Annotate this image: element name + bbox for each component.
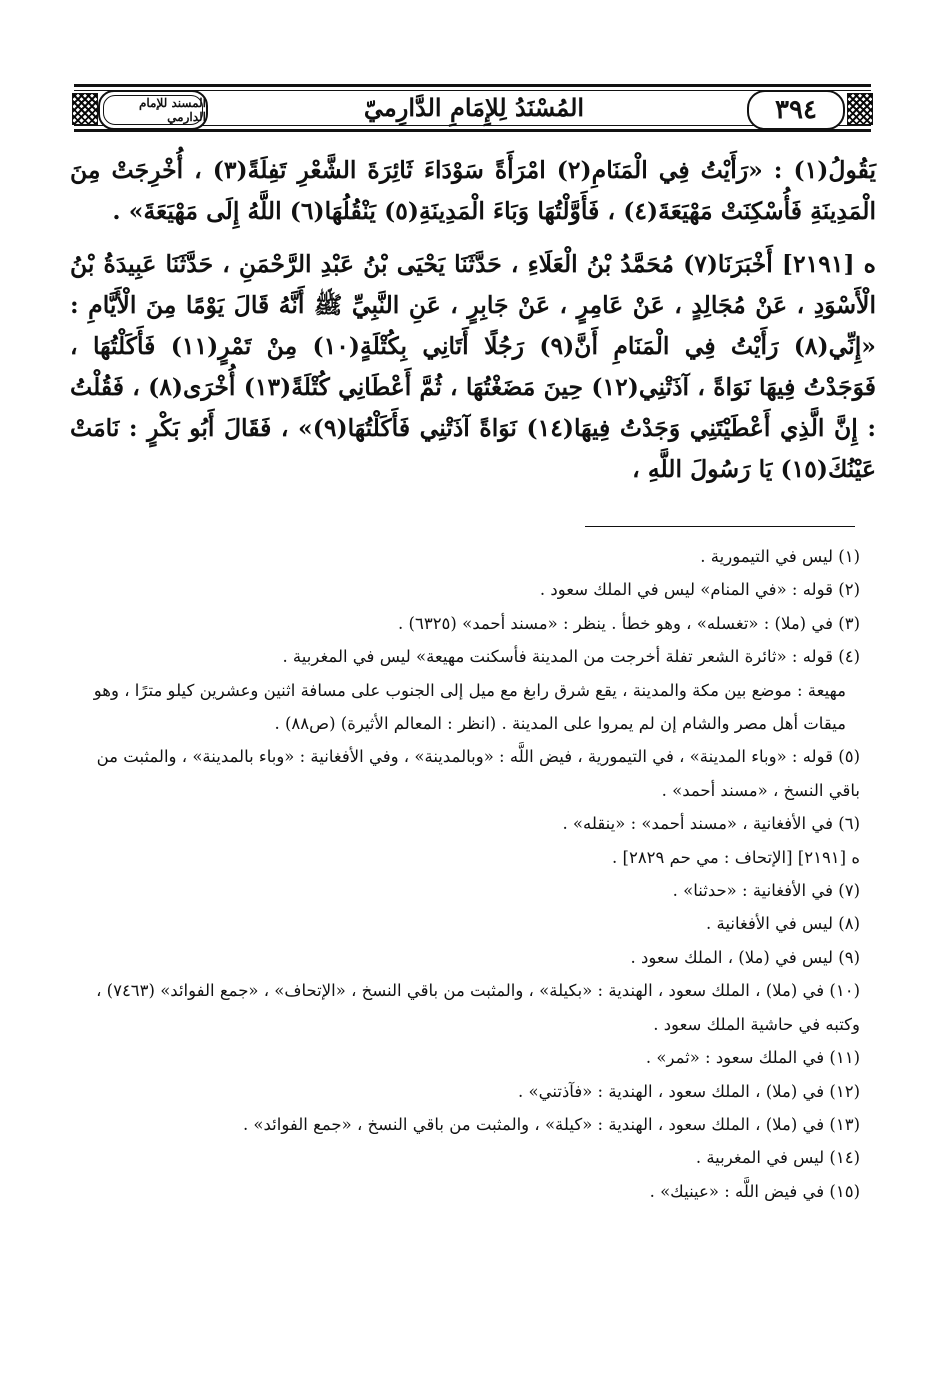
footnote-12: (١٢) في (ملا) ، الملك سعود ، الهندية : «فآذتني» .: [518, 1081, 860, 1101]
footnote-9: (٩) ليس في (ملا) ، الملك سعود .: [630, 947, 860, 967]
footnote-2: (٢) قوله : «في المنام» ليس في الملك سعود .: [539, 580, 860, 600]
paragraph-continuation: يَقُولُ(١) : «رَأَيْتُ فِي الْمَنَامِ(٢) امْرَأَةً سَوْدَاءَ ثَائِرَةَ الشَّعْرِ تَفِلَةً(٣) ، أُخْرِجَتْ مِنَ الْمَدِينَةِ فَأُسْكِنَتْ مَهْيَعَةَ(٤) ، فَأَوَّلْتُهَا وَبَاءَ الْمَدِينَةِ(٥) يَنْقُلُهَا(٦) اللَّهُ إِلَى مَهْيَعَةَ» .: [70, 156, 877, 225]
running-title: المُسْنَدُ لِلإِمَامِ الدَّارِميّ: [363, 93, 585, 122]
book-seal: [98, 90, 208, 130]
page-number: ٣٩٤: [747, 90, 845, 130]
seal-text: المسند للإمام الدارمي: [138, 96, 206, 124]
footnote-6: (٦) في الأفغانية ، «مسند أحمد» : «ينقله» .: [562, 814, 860, 834]
paragraph-hadith-2191: ه [٢١٩١] أَخْبَرَنَا(٧) مُحَمَّدُ بْنُ الْعَلَاءِ ، حَدَّثَنَا يَحْيَى بْنُ عَبْدِ الرَّحْمَنِ ، حَدَّثَنَا عَبِيدَةُ بْنُ الْأَسْوَدِ ، عَنْ مُجَالِدٍ ، عَنْ عَامِرٍ ، عَنْ جَابِرٍ ، عَنِ النَّبِيِّ ﷺ أَنَّهُ قَالَ يَوْمًا مِنَ الْأَيَّامِ : «إِنِّي(٨) رَأَيْتُ فِي الْمَنَامِ أَنَّ(٩) رَجُلًا أَتَانِي بِكُتْلَةٍ(١٠) مِنْ تَمْرٍ(١١) فَأَكَلْتُهَا ، فَوَجَدْتُ فِيهَا نَوَاةً ، آذَتْنِي(١٢) حِينَ مَضَغْتُهَا ، ثُمَّ أَعْطَانِي كُتْلَةً(١٣) أُخْرَى(٨) ، فَقُلْتُ : إِنَّ الَّذِي أَعْطَيْتَنِي وَجَدْتُ فِيهَا(١٤) نَوَاةً آذَتْنِي فَأَكَلْتُهَا(٩)» ، فَقَالَ أَبُو بَكْرٍ : نَامَتْ عَيْنُكَ(١٥) يَا رَسُولَ اللَّهِ ،: [70, 250, 877, 483]
footnote-1: (١) ليس في التيمورية .: [700, 547, 860, 566]
footnote-4-gloss: مهيعة : موضع بين مكة والمدينة ، يقع شرق رابغ مع ميل إلى الجنوب على مسافة اثنين وعشرين كيلو مترًا ، وهو ميقات أهل مصر والشام إن لم يمروا على المدينة . (انظر : المعالم الأثيرة) (ص٨٨) .: [93, 680, 846, 734]
footnote-11: (١١) في الملك سعود : «ثمر» .: [645, 1048, 860, 1068]
ornament-left-icon: [72, 93, 98, 125]
footnote-14: (١٤) ليس في المغربية .: [695, 1148, 860, 1168]
footnote-separator: [585, 526, 855, 527]
footnote-13: (١٣) في (ملا) ، الملك سعود ، الهندية : «كيلة» ، والمثبت من باقي النسخ ، «جمع الفوائد» .: [242, 1114, 860, 1134]
footnote-8: (٨) ليس في الأفغانية .: [706, 914, 860, 934]
footnote-10: (١٠) في (ملا) ، الملك سعود ، الهندية : «بكيلة» ، والمثبت من باقي النسخ ، «الإتحاف» ، «جمع الفوائد» (٧٤٦٣) ، وكتبه في حاشية الملك سعود .: [96, 981, 860, 1034]
footnotes: [80, 540, 860, 1208]
footnote-3: (٣) في (ملا) : «تغسله» ، وهو خطأ . ينظر : «مسند أحمد» (٦٣٢٥) .: [398, 613, 860, 633]
page-header: [74, 84, 871, 132]
footnote-4: (٤) قوله : «ثائرة الشعر تفلة أخرجت من المدينة فأسكنت مهيعة» ليس في المغربية .: [282, 647, 860, 667]
footnote-5: (٥) قوله : «وباء المدينة» ، في التيمورية ، فيض اللَّه : «وبالمدينة» ، وفي الأفغانية : «وباء بالمدينة» ، والمثبت من باقي النسخ ، «مسند أحمد» .: [96, 747, 860, 800]
ornament-right-icon: [847, 93, 873, 125]
footnote-15: (١٥) في فيض اللَّه : «عينيك» .: [649, 1181, 860, 1201]
footnote-takhrij: ه [٢١٩١] [الإتحاف : مي حم ٢٨٢٩] .: [612, 847, 860, 867]
main-text: [70, 150, 876, 490]
footnote-7: (٧) في الأفغانية : «حدثنا» .: [672, 881, 860, 901]
